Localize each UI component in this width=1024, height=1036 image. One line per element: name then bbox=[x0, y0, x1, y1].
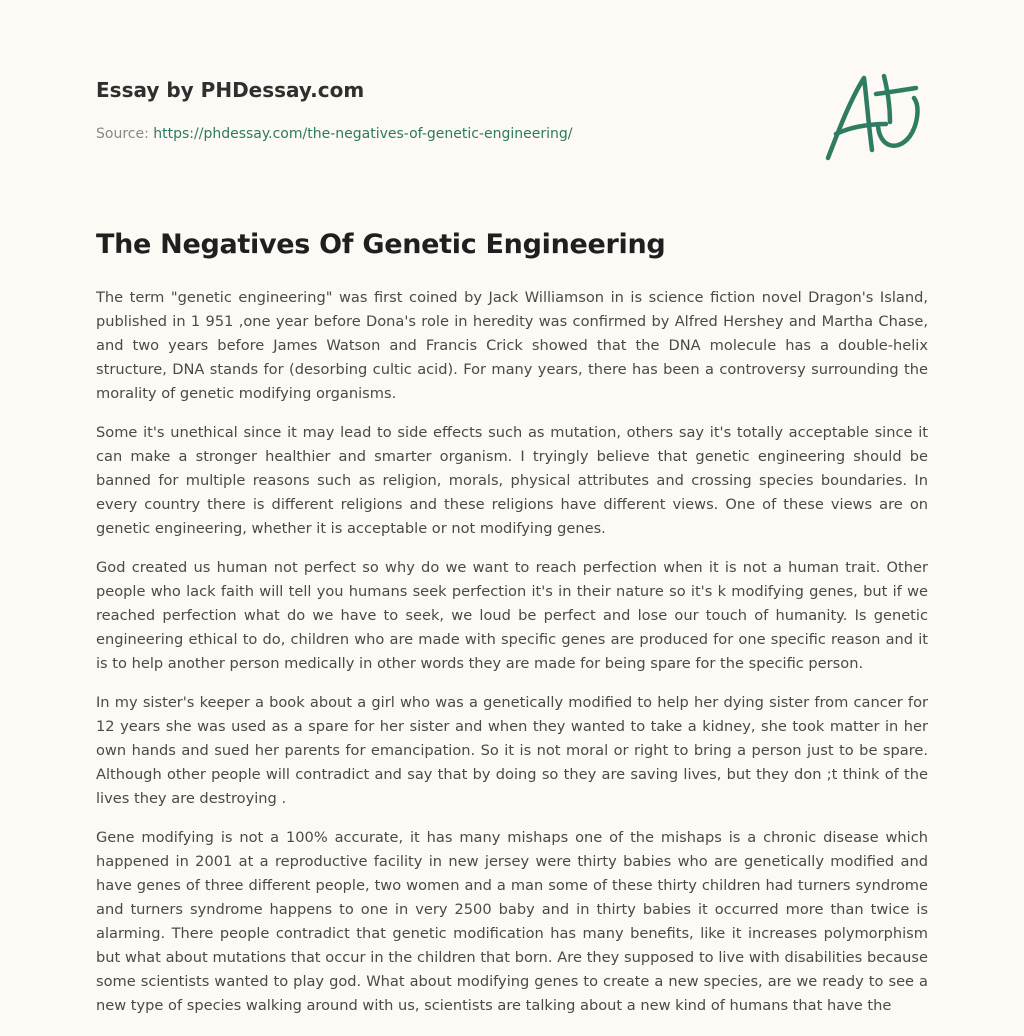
essay-paragraph: Some it's unethical since it may lead to side effects such as mutation, others say it's totally acceptable since it can make a stronger healthier and smarter organism. I tryingly believe that genetic engineering should be banned for multiple reasons such as religion, morals, physical attributes and crossing species boundaries. In every country there is different religions and these religions have different views. One of these views are on genetic engineering, whether it is acceptable or not modifying genes. bbox=[96, 424, 928, 537]
source-line bbox=[96, 124, 796, 144]
essay-header bbox=[96, 76, 796, 144]
essay-paragraph: In my sister's keeper a book about a girl who was a genetically modified to help her dying sister from cancer for 12 years she was used as a spare for her sister and when they wanted to take a kidney, she took matter in her own hands and sued her parents for emancipation. So it is not moral or right to bring a person just to be spare. Although other people will contradict and say that by doing so they are saving lives, but they don ;t think of the lives they are destroying . bbox=[96, 694, 928, 807]
source-link[interactable]: https://phdessay.com/the-negatives-of-genetic-engineering/ bbox=[153, 126, 573, 142]
essay-title: The Negatives Of Genetic Engineering bbox=[96, 229, 666, 260]
essay-paragraph: God created us human not perfect so why do we want to reach perfection when it is not a human trait. Other people who lack faith will tell you humans seek perfection it's in their nature so it's k modifying genes, but if we reached perfection what do we have to seek, we loud be perfect and lose our touch of humanity. Is genetic engineering ethical to do, children who are made with specific genes are produced for one specific reason and it is to help another person medically in other words they are made for being spare for the specific person. bbox=[96, 559, 928, 672]
essay-paragraph: Gene modifying is not a 100% accurate, it has many mishaps one of the mishaps is a chronic disease which happened in 2001 at a reproductive facility in new jersey were thirty babies who are genetically modified and have genes of three different people, two women and a man some of these thirty children had turners syndrome and turners syndrome happens to one in very 2500 baby and in thirty babies it occurred more than twice is alarming. There people contradict that genetic modification has many benefits, like it increases polymorphism but what about mutations that occur in the children that born. Are they supposed to live with disabilities because some scientists wanted to play god. What about modifying genes to create a new species, are we ready to see a new type of species walking around with us, scientists are talking about a new kind of humans that have the bbox=[96, 829, 928, 1014]
a-plus-logo-icon bbox=[820, 62, 930, 170]
a-plus-logo bbox=[820, 62, 930, 170]
essay-paragraph: The term "genetic engineering" was first coined by Jack Williamson in is science fiction novel Dragon's Island, published in 1 951 ,one year before Dona's role in heredity was confirmed by Alfred Hershey and Martha Chase, and two years before James Watson and Francis Crick showed that the DNA molecule has a double-helix structure, DNA stands for (desorbing cultic acid). For many years, there has been a controversy surrounding the morality of genetic modifying organisms. bbox=[96, 289, 928, 402]
essay-body bbox=[96, 226, 928, 1033]
site-title: Essay by PHDessay.com bbox=[96, 78, 365, 102]
source-label: Source: bbox=[96, 126, 154, 142]
